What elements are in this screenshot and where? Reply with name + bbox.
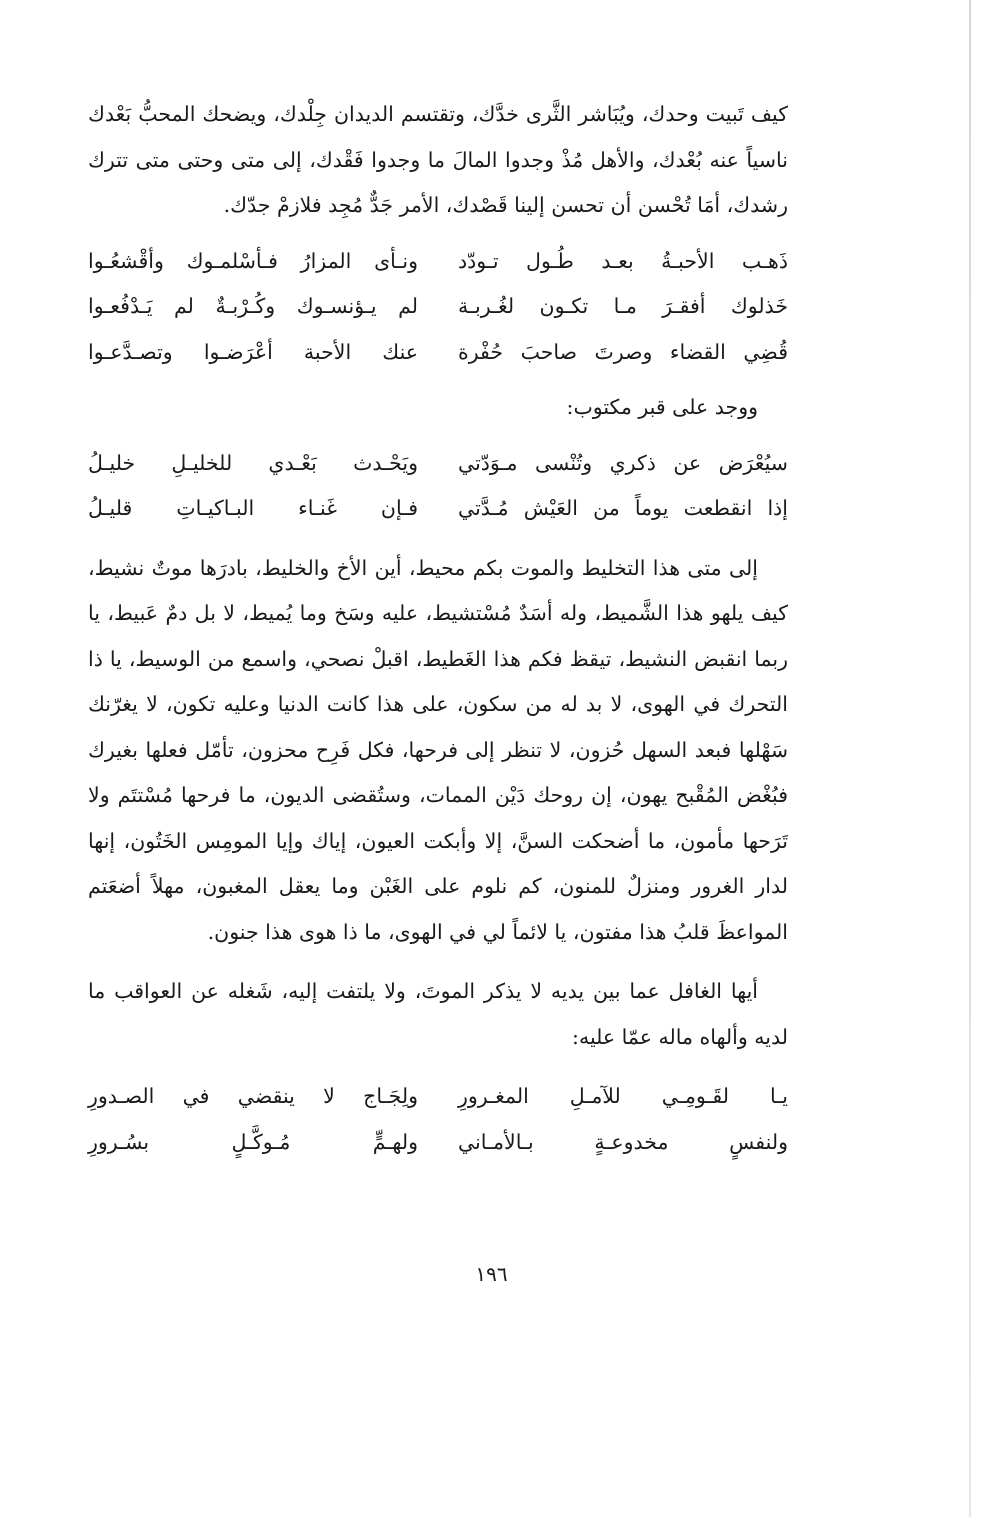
verse-hemistich-first: إذا انقطعت يوماً من العَيْش مُـدَّتي xyxy=(458,496,788,520)
paragraph-3: أيها الغافل عما بين يديه لا يذكر الموتَ، ولا يلتفت إليه، شَغله عن العواقب ما لديه وألهاه ماله عمّا عليه: xyxy=(88,979,788,1049)
verse-hemistich-first: ولنفسٍ مخدوعـةٍ بـالأمـاني xyxy=(458,1129,788,1154)
grave-inscription-intro: ووجد على قبر مكتوب: xyxy=(566,395,758,419)
verse-hemistich-first: سيُعْرَض عن ذكري وتُنْسى مـوَدّتي xyxy=(458,450,788,475)
page-content xyxy=(88,92,788,1165)
verse-line xyxy=(88,284,788,330)
page-number: ١٩٦ xyxy=(475,1262,508,1286)
verse-hemistich-second: ونـأى المزارُ فـأسْلمـوك وأقْشعُـوا xyxy=(88,248,418,273)
paragraph-2: إلى متى هذا التخليط والموت بكم محيط، أين الأخ والخليط، بادرَها موتٌ نشيط، كيف يلهو هذا الشَّميط، وله أسَدٌ مُسْتشيط، عليه وسَخ وما يُميط، لا بل دمٌ عَبيط، يا ربما انقبض النشيط، تيقظ فكم هذا الغَطيط، اقبلْ نصحي، واسمع من الوسيط، يا ذا التحرك في الهوى، لا بد له من سكون، على هذا كانت الدنيا وعليه تكون، لا يغرّنك سَهْلها فبعد السهل حُزون، لا تنظر إلى فرحها، فكل فَرِح محزون، تأمّل فعلها بغيرك فبُغْض المُقْبح يهون، إن روحك دَيْن الممات، وستُقضى الديون، ما فرحها مُسْتتَم ولا تَرَحها مأمون، ما أضحكت السنَّ، إلا وأبكت العيون، إياك وإيا المومِس الخَتُون، إنها لدار الغرور ومنزلٌ للمنون، كم نلوم على الغَبْن وما يعقل المغبون، مهلاً أضعَتم المواعظَ قلبُ هذا مفتون، يا لائماً لي في الهوى، ما ذا هوى هذا جنون. xyxy=(88,555,788,944)
verse-group-3 xyxy=(88,1074,788,1165)
verse-hemistich-second: عنك الأحبة أعْرَضـوا وتصـدَّعـوا xyxy=(88,339,418,364)
scan-edge xyxy=(969,0,971,1517)
verse-line xyxy=(88,330,788,376)
verse-hemistich-second: ولهـمٍّ مُـوكَّـلٍ بسُـرورِ xyxy=(88,1129,418,1154)
verse-line xyxy=(88,239,788,285)
verse-hemistich-first: قُضِي القضاء وصرتَ صاحبَ حُفْرة xyxy=(458,339,788,364)
verse-group-2 xyxy=(88,441,788,532)
verse-hemistich-second: فـإن غَنـاء البـاكيـاتِ قليـلُ xyxy=(88,496,418,520)
verse-line xyxy=(88,486,788,532)
paragraph-1: كيف تَبيت وحدك، ويُبَاشر الثَّرى خدَّك، وتقتسم الديدان جِلْدك، ويضحك المحبُّ بَعْدك ناسياً عنه بُعْدك، والأهل مُذْ وجدوا المالَ ما وجدوا فَقْدك، إلى متى وحتى متى تترك رشدك، أمَا تُحْسن أن تحسن إلينا قَصْدك، الأمر جَدٌّ مُجِد فلازمْ جدّك. xyxy=(88,102,788,217)
verse-line xyxy=(88,441,788,487)
verse-hemistich-first: يـا لقَـومِـي للآمـلِ المغـرورِ xyxy=(458,1084,788,1108)
verse-group-1 xyxy=(88,239,788,376)
verse-hemistich-second: ولِجَـاج لا ينقضي في الصـدورِ xyxy=(88,1084,418,1108)
verse-hemistich-second: ويَحْـدث بَعْـدي للخليـلِ خليـلُ xyxy=(88,450,418,475)
verse-hemistich-first: خَذلوك أفقـرَ مـا تكـون لغُـربـة xyxy=(458,294,788,318)
verse-line xyxy=(88,1074,788,1120)
verse-line xyxy=(88,1120,788,1166)
verse-hemistich-second: لم يـؤنسـوك وكُـرْبـةٌ لم يَـدْفُعـوا xyxy=(88,294,418,318)
verse-hemistich-first: ذَهـب الأحبـةُ بعـد طُـول تـودّد xyxy=(458,248,788,273)
